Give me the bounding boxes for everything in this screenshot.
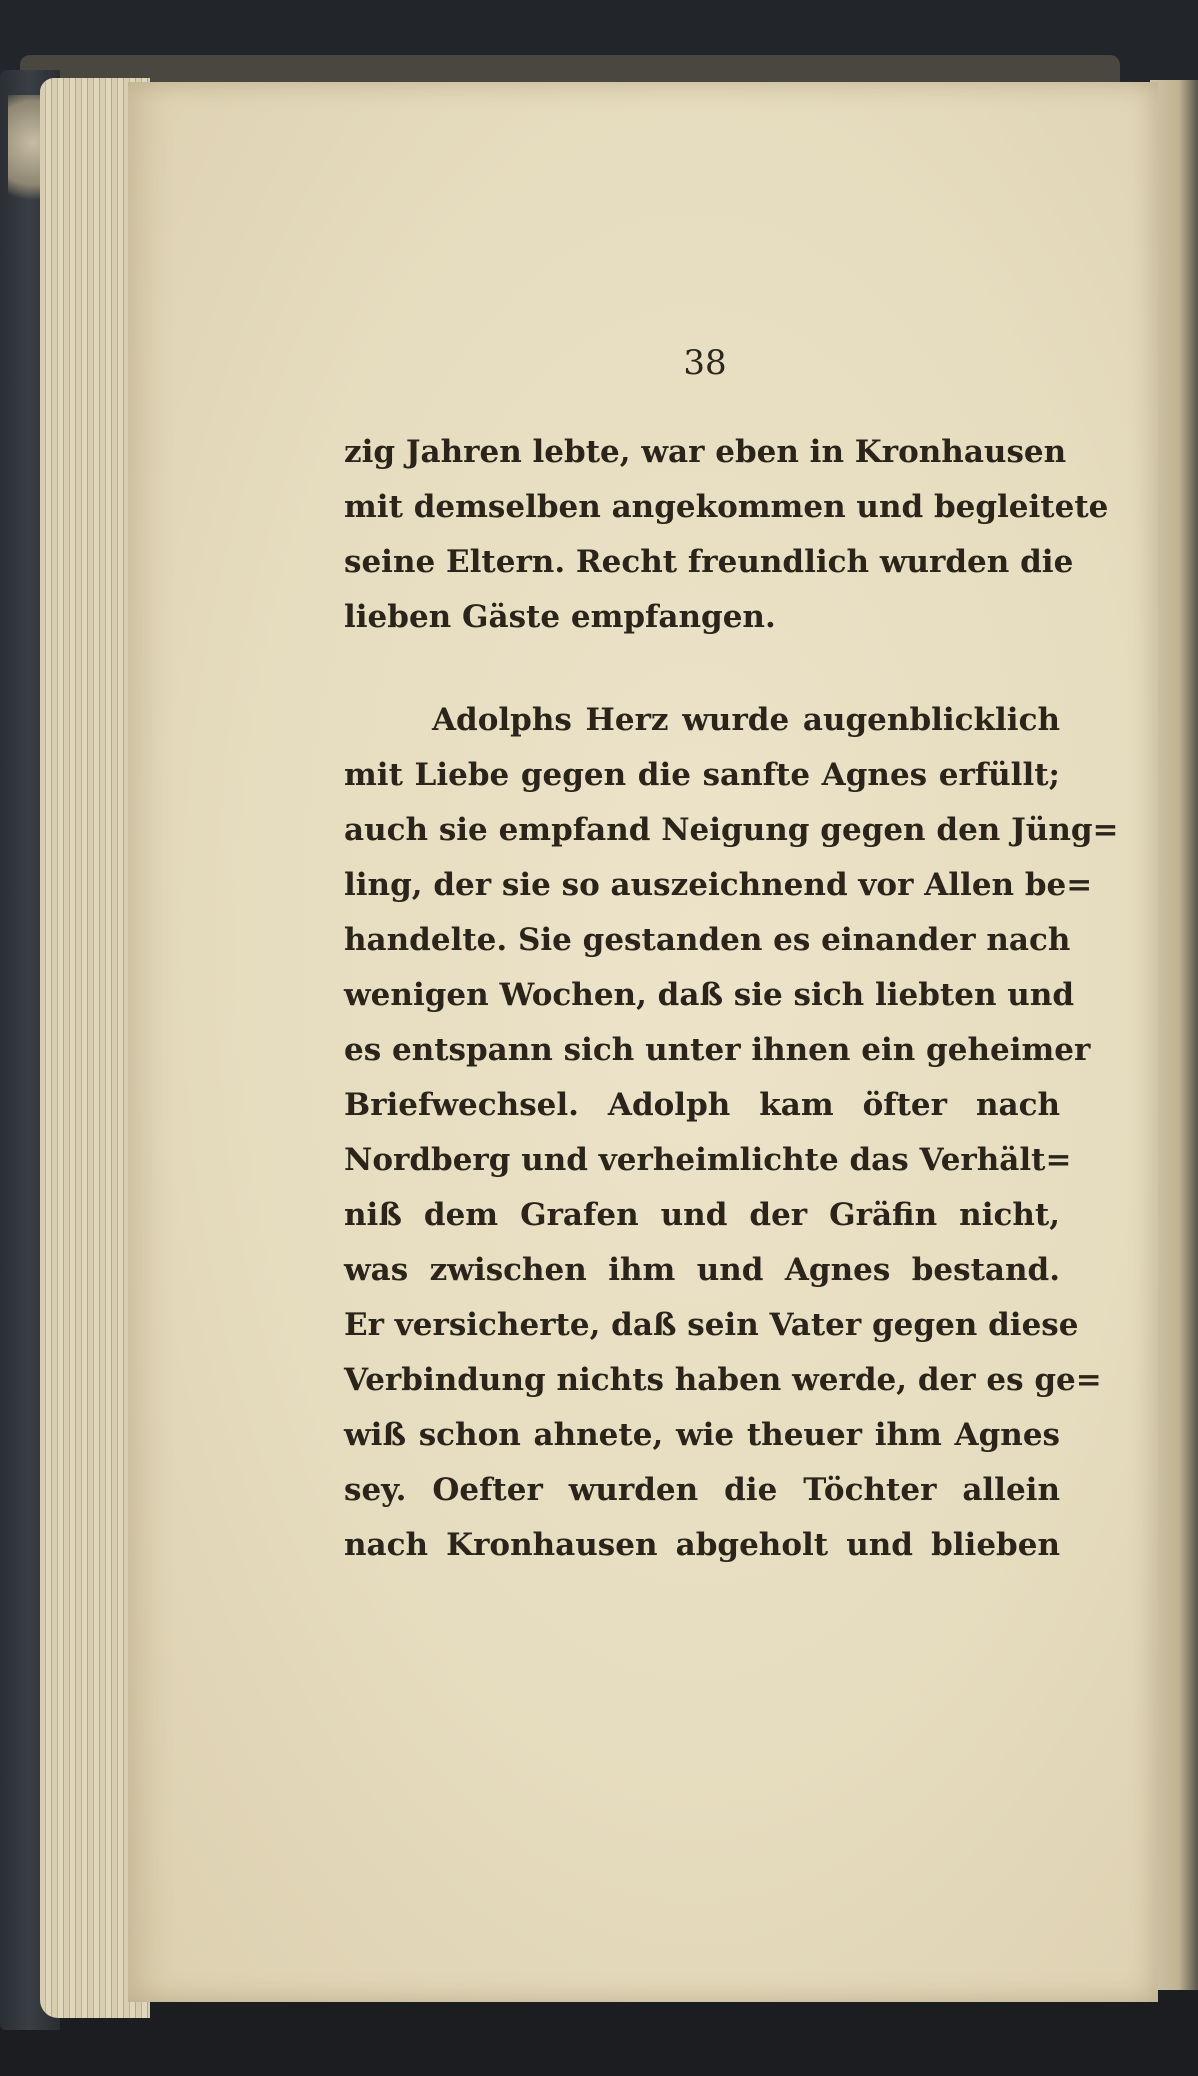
paragraph-gap: [344, 645, 1060, 693]
text-line: es entspann sich unter ihnen ein geheimer: [344, 1032, 1091, 1068]
text-line: was zwischen ihm und Agnes bestand.: [344, 1252, 1060, 1288]
text-line: wiß schon ahnete, wie theuer ihm Agnes: [344, 1417, 1060, 1453]
text-line: niß dem Grafen und der Gräfin nicht,: [344, 1197, 1060, 1233]
page-text: [344, 425, 1119, 1573]
text-line: handelte. Sie gestanden es einander nach: [344, 922, 1071, 958]
paragraph-1: [344, 425, 1109, 645]
text-line: auch sie empfand Neigung gegen den Jüng=: [344, 812, 1119, 848]
text-line: Briefwechsel. Adolph kam öfter nach: [344, 1087, 1060, 1123]
text-line: wenigen Wochen, daß sie sich liebten und: [344, 977, 1075, 1013]
text-line: Adolphs Herz wurde augenblicklich: [432, 702, 1060, 738]
paragraph-2: [344, 693, 1119, 1573]
text-line: sey. Oefter wurden die Töchter allein: [344, 1472, 1060, 1508]
text-line: seine Eltern. Recht freundlich wurden die: [344, 544, 1074, 580]
text-line: Verbindung nichts haben werde, der es ge=: [344, 1362, 1102, 1398]
text-line: mit Liebe gegen die sanfte Agnes erfüllt;: [344, 757, 1060, 793]
text-line: Er versicherte, daß sein Vater gegen diese: [344, 1307, 1079, 1343]
text-line: nach Kronhausen abgeholt und blieben: [344, 1527, 1060, 1563]
text-line: Nordberg und verheimlichte das Verhält=: [344, 1142, 1072, 1178]
text-line: mit demselben angekommen und begleitete: [344, 489, 1109, 525]
text-line: lieben Gäste empfangen.: [344, 599, 776, 635]
text-line: ling, der sie so auszeichnend vor Allen be=: [344, 867, 1093, 903]
book-cover-top-edge: [20, 55, 1120, 85]
text-line: zig Jahren lebte, war eben in Kronhausen: [344, 434, 1067, 470]
page-number: 38: [683, 343, 727, 383]
